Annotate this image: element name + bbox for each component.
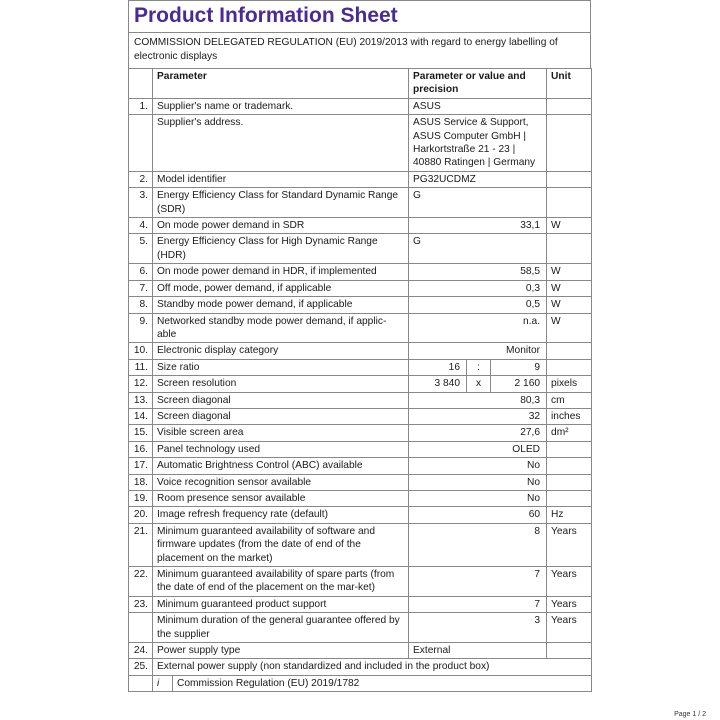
table-row	[129, 507, 592, 523]
row-unit: cm	[547, 392, 592, 408]
row-value-separator: :	[467, 359, 491, 375]
row-unit	[547, 171, 592, 187]
table-row	[129, 643, 592, 659]
row-parameter: Power supply type	[153, 643, 409, 659]
table-row	[129, 441, 592, 457]
row-number	[129, 613, 153, 643]
row-number: 9.	[129, 313, 153, 343]
row-number: 15.	[129, 425, 153, 441]
row-value: 60	[409, 507, 547, 523]
row-value: 27,6	[409, 425, 547, 441]
row-value: 0,5	[409, 297, 547, 313]
table-row	[129, 458, 592, 474]
row-unit	[547, 343, 592, 359]
table-row	[129, 264, 592, 280]
row-value: No	[409, 490, 547, 506]
row-parameter: Voice recognition sensor available	[153, 474, 409, 490]
row-number: 23.	[129, 596, 153, 612]
table-row	[129, 313, 592, 343]
row-parameter: Size ratio	[153, 359, 409, 375]
row-value: n.a.	[409, 313, 547, 343]
row-parameter: On mode power demand in HDR, if implemented	[153, 264, 409, 280]
row-parameter: Minimum guaranteed product support	[153, 596, 409, 612]
header-number	[129, 69, 153, 99]
row-parameter: Automatic Brightness Control (ABC) available	[153, 458, 409, 474]
row-parameter: Visible screen area	[153, 425, 409, 441]
row-number: 21.	[129, 523, 153, 566]
row-value: PG32UCDMZ	[409, 171, 547, 187]
row-value: 7	[409, 596, 547, 612]
row-parameter: Minimum guaranteed availability of software and firmware updates (from the date of end of the placement on the market)	[153, 523, 409, 566]
row-value-separator: x	[467, 376, 491, 392]
table-row	[129, 297, 592, 313]
row-number: 16.	[129, 441, 153, 457]
row-value-second: 2 160	[491, 376, 547, 392]
row-number: 5.	[129, 234, 153, 264]
header-unit: Unit	[547, 69, 592, 99]
header-value: Parameter or value and precision	[409, 69, 547, 99]
row-parameter: Image refresh frequency rate (default)	[153, 507, 409, 523]
row-unit: dm²	[547, 425, 592, 441]
table-row	[129, 115, 592, 172]
row-unit	[547, 474, 592, 490]
table-header-row	[129, 69, 592, 99]
table-row	[129, 234, 592, 264]
row-unit	[547, 115, 592, 172]
row-parameter: Minimum guaranteed availability of spare parts (from the date of end of the placement on the mar-ket)	[153, 567, 409, 597]
row-value: 80,3	[409, 392, 547, 408]
row-number: 20.	[129, 507, 153, 523]
row-parameter: Model identifier	[153, 171, 409, 187]
row-parameter: Standby mode power demand, if applicable	[153, 297, 409, 313]
row-unit	[547, 188, 592, 218]
row-number: 3.	[129, 188, 153, 218]
footnote-row	[129, 675, 592, 691]
row-parameter: Off mode, power demand, if applicable	[153, 280, 409, 296]
table-row	[129, 392, 592, 408]
row-number: 11.	[129, 359, 153, 375]
row-parameter: Networked standby mode power demand, if applic-able	[153, 313, 409, 343]
row-number: 8.	[129, 297, 153, 313]
page-title: Product Information Sheet	[134, 4, 398, 27]
row-unit: W	[547, 264, 592, 280]
row-unit: inches	[547, 408, 592, 424]
row-unit: Hz	[547, 507, 592, 523]
footnote-text: Commission Regulation (EU) 2019/1782	[177, 677, 360, 689]
table-row	[129, 188, 592, 218]
row-value: External	[409, 643, 547, 659]
row-unit	[547, 458, 592, 474]
row-value-second: 9	[491, 359, 547, 375]
row-number: 22.	[129, 567, 153, 597]
table-row	[129, 474, 592, 490]
row-parameter: Minimum duration of the general guarantee offered by the supplier	[153, 613, 409, 643]
row-unit: W	[547, 280, 592, 296]
row-value: No	[409, 474, 547, 490]
row-value: G	[409, 234, 547, 264]
table-row	[129, 218, 592, 234]
row-value: 32	[409, 408, 547, 424]
row-parameter: On mode power demand in SDR	[153, 218, 409, 234]
row-number: 7.	[129, 280, 153, 296]
row-value: G	[409, 188, 547, 218]
row-value-first: 16	[409, 359, 467, 375]
row-unit: Years	[547, 613, 592, 643]
row-unit	[547, 359, 592, 375]
row-value: 33,1	[409, 218, 547, 234]
row-parameter: Screen diagonal	[153, 392, 409, 408]
row-value: 7	[409, 567, 547, 597]
table-row	[129, 280, 592, 296]
table-row	[129, 98, 592, 114]
row-value: Monitor	[409, 343, 547, 359]
row-unit	[547, 234, 592, 264]
row-number: 18.	[129, 474, 153, 490]
row-value: ASUS Service & Support, ASUS Computer GmbH | Harkortstraße 21 - 23 | 40880 Ratingen | Germany	[409, 115, 547, 172]
table-row	[129, 523, 592, 566]
table-row	[129, 567, 592, 597]
row-number: 14.	[129, 408, 153, 424]
row-unit	[547, 98, 592, 114]
row-parameter: Screen resolution	[153, 376, 409, 392]
row-unit: pixels	[547, 376, 592, 392]
table-row	[129, 596, 592, 612]
row-number: 10.	[129, 343, 153, 359]
row-unit: W	[547, 218, 592, 234]
row-number: 17.	[129, 458, 153, 474]
row-value: 0,3	[409, 280, 547, 296]
row-external-power-supply: External power supply (non standardized and included in the product box)	[153, 659, 592, 675]
row-unit: W	[547, 297, 592, 313]
row-unit	[547, 643, 592, 659]
footnote-marker: i	[153, 676, 173, 691]
table-row	[129, 343, 592, 359]
row-number: 2.	[129, 171, 153, 187]
row-unit: W	[547, 313, 592, 343]
row-number: 12.	[129, 376, 153, 392]
header-parameter: Parameter	[153, 69, 409, 99]
product-information-sheet	[128, 0, 591, 692]
row-parameter: Room presence sensor available	[153, 490, 409, 506]
page-number: Page 1 / 2	[674, 711, 706, 718]
row-parameter: Energy Efficiency Class for High Dynamic Range (HDR)	[153, 234, 409, 264]
row-parameter: Panel technology used	[153, 441, 409, 457]
row-parameter: Supplier's name or trademark.	[153, 98, 409, 114]
row-number	[129, 115, 153, 172]
row-unit: Years	[547, 567, 592, 597]
row-unit	[547, 441, 592, 457]
row-number: 4.	[129, 218, 153, 234]
row-unit: Years	[547, 596, 592, 612]
row-parameter: Energy Efficiency Class for Standard Dynamic Range (SDR)	[153, 188, 409, 218]
row-number: 13.	[129, 392, 153, 408]
table-row	[129, 408, 592, 424]
row-value: OLED	[409, 441, 547, 457]
table-row	[129, 613, 592, 643]
table-row	[129, 425, 592, 441]
row-parameter: Supplier's address.	[153, 115, 409, 172]
row-value: 3	[409, 613, 547, 643]
row-number: 19.	[129, 490, 153, 506]
table-row	[129, 490, 592, 506]
parameter-table	[128, 68, 592, 692]
footnote-spacer	[129, 675, 153, 691]
title-box	[128, 0, 591, 32]
row-parameter: Screen diagonal	[153, 408, 409, 424]
row-parameter: Electronic display category	[153, 343, 409, 359]
table-row	[129, 359, 592, 375]
regulation-subtitle: COMMISSION DELEGATED REGULATION (EU) 2019/2013 with regard to energy labelling of electronic displays	[128, 32, 591, 68]
row-unit: Years	[547, 523, 592, 566]
row-value: 58,5	[409, 264, 547, 280]
row-number: 1.	[129, 98, 153, 114]
footnote-cell	[153, 675, 592, 691]
table-row	[129, 659, 592, 675]
row-value-first: 3 840	[409, 376, 467, 392]
row-number: 25.	[129, 659, 153, 675]
table-row	[129, 171, 592, 187]
row-value: ASUS	[409, 98, 547, 114]
row-number: 24.	[129, 643, 153, 659]
row-number: 6.	[129, 264, 153, 280]
row-unit	[547, 490, 592, 506]
row-value: No	[409, 458, 547, 474]
table-row	[129, 376, 592, 392]
row-value: 8	[409, 523, 547, 566]
